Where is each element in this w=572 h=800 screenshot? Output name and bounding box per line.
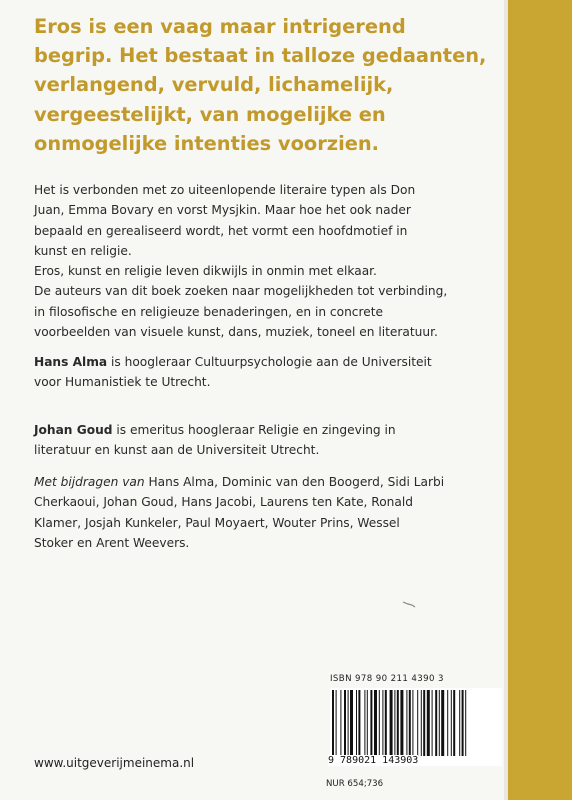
intro-line: Het is verbonden met zo uiteenlopende literaire typen als Don (34, 183, 416, 197)
lead-text (34, 12, 504, 158)
contributors-text: Hans Alma, Dominic van den Boogerd, Sidi Larbi (144, 475, 445, 489)
intro-line: bepaald en gerealiseerd wordt, het vormt een hoofdmotief in (34, 223, 408, 238)
barcode-bar (406, 690, 407, 756)
barcode-bar (417, 690, 418, 756)
barcode-bar (364, 690, 365, 756)
lead-line: vergeestelijkt, van mogelijke en (34, 102, 386, 126)
contributors-line (34, 472, 494, 492)
barcode-bar (340, 690, 341, 756)
contributors-line: Stoker en Arent Weevers. (34, 535, 190, 550)
intro-line: De auteurs van dit boek zoeken naar mogelijkheden tot verbinding, (34, 284, 448, 299)
lead-line: onmogelijke intenties voorzien. (34, 131, 380, 155)
author-bio-alma (34, 352, 494, 393)
barcode-bar (350, 690, 353, 756)
isbn-label: ISBN 978 90 211 4390 3 (330, 674, 444, 684)
intro-paragraph (34, 180, 494, 342)
barcode-bar (421, 690, 422, 756)
intro-line: voorbeelden van visuele kunst, dans, muziek, toneel en literatuur. (34, 325, 438, 340)
author-bio-goud (34, 420, 494, 461)
lead-line: verlangend, vervuld, lichamelijk, (34, 73, 394, 97)
intro-line: kunst en religie. (34, 243, 132, 258)
barcode-bar (390, 690, 393, 756)
barcode-bar (459, 690, 460, 756)
bio-line: literatuur en kunst aan de Universiteit Utrecht. (34, 443, 320, 458)
author-name: Johan Goud (34, 423, 113, 437)
barcode-bar (447, 690, 448, 756)
nur-code: NUR 654;736 (326, 779, 384, 789)
barcode-bar (394, 690, 395, 756)
barcode-bar (435, 690, 437, 756)
barcode-bar (439, 690, 440, 756)
contributors-line: Cherkaoui, Johan Goud, Hans Jacobi, Laurens ten Kate, Ronald (34, 495, 414, 510)
bio-line (34, 352, 494, 372)
barcode-bar (453, 690, 455, 756)
intro-line: in filosofische en religieuze benaderingen, en in concrete (34, 304, 384, 319)
barcode-bar (336, 690, 337, 756)
spine-band (508, 0, 572, 800)
lead-line: Eros is een vaag maar intrigerend (34, 15, 406, 38)
barcode-bar (400, 690, 403, 756)
barcode-bars (330, 688, 502, 758)
barcode-bar (382, 690, 383, 756)
barcode-number: 9 789021 143903 (328, 755, 419, 766)
barcode-bar (441, 690, 444, 756)
intro-line: Eros, kunst en religie leven dikwijls in onmin met elkaar. (34, 264, 377, 279)
barcode-bar (367, 690, 368, 756)
barcode-bar (370, 690, 372, 756)
barcode-bar (432, 690, 433, 756)
barcode-bar (374, 690, 377, 756)
barcode-bar (356, 690, 357, 756)
barcode-bar (465, 690, 466, 756)
barcode-bar (344, 690, 346, 756)
scuff-mark (402, 600, 416, 608)
contributors-prefix: Met bijdragen van (34, 475, 145, 489)
barcode-bar (348, 690, 349, 756)
barcode-bar (385, 690, 387, 756)
barcode-bar (451, 690, 452, 756)
barcode-bar (423, 690, 425, 756)
barcode-bar (412, 690, 413, 756)
barcode-bar (409, 690, 411, 756)
barcode-bar (379, 690, 380, 756)
barcode-bar (397, 690, 399, 756)
barcode-bar (332, 690, 334, 756)
barcode-bar (358, 690, 360, 756)
contributors-paragraph (34, 472, 494, 553)
contributors-line: Klamer, Josjah Kunkeler, Paul Moyaert, Wouter Prins, Wessel (34, 515, 400, 530)
lead-line: begrip. Het bestaat in talloze gedaanten, (34, 44, 487, 68)
author-name: Hans Alma (34, 355, 108, 369)
bio-text: is emeritus hoogleraar Religie en zingeving in (112, 423, 396, 437)
bio-line: voor Humanistiek te Utrecht. (34, 375, 211, 390)
bio-line (34, 420, 494, 440)
barcode-bar (427, 690, 430, 756)
publisher-website: www.uitgeverijmeinema.nl (34, 756, 195, 770)
bio-text: is hoogleraar Cultuurpsychologie aan de Universiteit (107, 355, 432, 369)
intro-line: Juan, Emma Bovary en vorst Mysjkin. Maar hoe het ook nader (34, 203, 411, 218)
barcode-bar (462, 690, 464, 756)
